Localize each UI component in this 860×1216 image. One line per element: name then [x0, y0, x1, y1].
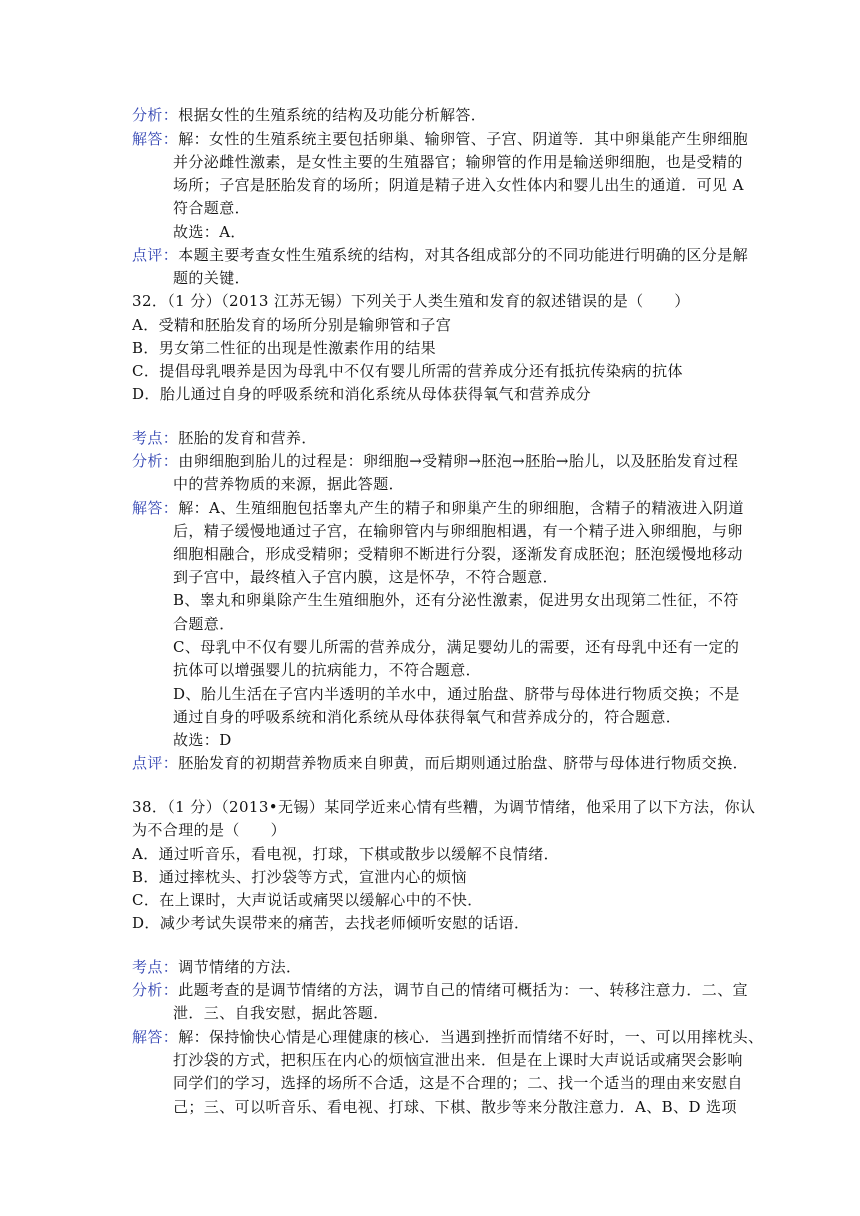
comment-text: 本题主要考查女性生殖系统的结构，对其各组成部分的不同功能进行明确的区分是解	[178, 246, 749, 264]
solution-text: 并分泌雌性激素，是女性主要的生殖器官；输卵管的作用是输送卵细胞，也是受精的	[173, 153, 743, 171]
topic-label: 考点：	[132, 429, 179, 447]
analysis-line	[132, 978, 748, 1002]
topic-line	[132, 955, 301, 979]
solution-text: 抗体可以增强婴儿的抗病能力，不符合题意．	[173, 661, 482, 679]
analysis-label: 分析：	[132, 106, 179, 124]
topic-label: 考点：	[132, 958, 179, 976]
question-stem-cont: 为不合理的是（ ）	[132, 821, 287, 839]
analysis-text: 中的营养物质的来源，据此答题．	[173, 475, 405, 493]
comment-line	[132, 751, 748, 775]
comment-line	[132, 243, 748, 267]
comment-text: 题的关键．	[173, 269, 251, 287]
answer-choice-text: 故选：A．	[173, 223, 246, 241]
solution-text: B、睾丸和卵巢除产生生殖细胞外，还有分泌性激素，促进男女出现第二性征，不符	[173, 591, 739, 609]
analysis-line	[132, 103, 486, 127]
option-a: A．受精和胚胎发育的场所分别是输卵管和子宫	[132, 316, 452, 334]
solution-text: C、母乳中不仅有婴儿所需的营养成分，满足婴幼儿的需要，还有母乳中还有一定的	[173, 638, 740, 656]
analysis-text: 由卵细胞到胎儿的过程是：卵细胞→受精卵→胚泡→胚胎→胎儿，以及胚胎发育过程	[178, 452, 739, 470]
option-b: B．男女第二性征的出现是性激素作用的结果	[132, 339, 437, 357]
solution-text: 解：保持愉快心情是心理健康的核心．当遇到挫折而情绪不好时，一、可以用摔枕头、	[178, 1028, 764, 1046]
answer-choice-text: 故选：D	[173, 731, 232, 749]
option-c: C．提倡母乳喂养是因为母乳中不仅有婴儿所需的营养成分还有抵抗传染病的抗体	[132, 362, 683, 380]
question-stem: 32．（1 分）（2013 江苏无锡）下列关于人类生殖和发育的叙述错误的是（ ）	[132, 292, 690, 310]
solution-text: 同学们的学习，选择的场所不合适，这是不合理的；二、找一个适当的理由来安慰自	[173, 1074, 743, 1092]
solution-label: 解答：	[132, 499, 179, 517]
solution-text: 后，精子缓慢地通过子宫，在输卵管内与卵细胞相遇，有一个精子进入卵细胞，与卵	[173, 522, 743, 540]
solution-label: 解答：	[132, 130, 179, 148]
question-stem: 38．（1 分）（2013•无锡）某同学近来心情有些糟，为调节情绪，他采用了以下方法，你认	[132, 798, 756, 816]
analysis-label: 分析：	[132, 981, 179, 999]
solution-line	[132, 127, 748, 151]
topic-text: 调节情绪的方法．	[178, 958, 302, 976]
solution-text: 到子宫中，最终植入子宫内膜，这是怀孕，不符合题意．	[173, 568, 559, 586]
solution-text: D、胎儿生活在子宫内半透明的羊水中，通过胎盘、脐带与母体进行物质交换；不是	[173, 685, 740, 703]
comment-text: 胚胎发育的初期营养物质来自卵黄，而后期则通过胎盘、脐带与母体进行物质交换．	[178, 754, 749, 772]
analysis-text: 泄．三、自我安慰，据此答题．	[173, 1004, 389, 1022]
solution-line	[132, 496, 744, 520]
analysis-text: 根据女性的生殖系统的结构及功能分析解答．	[178, 106, 487, 124]
analysis-line	[132, 449, 738, 473]
solution-text: 场所；子宫是胚胎发育的场所；阴道是精子进入女性体内和婴儿出生的通道．可见 A	[173, 176, 744, 194]
solution-text: 合题意．	[173, 615, 235, 633]
solution-text: 打沙袋的方式，把积压在内心的烦恼宣泄出来．但是在上课时大声说话或痛哭会影响	[173, 1051, 743, 1069]
option-a: A．通过听音乐，看电视，打球，下棋或散步以缓解不良情绪．	[132, 845, 560, 863]
solution-text: 细胞相融合，形成受精卵；受精卵不断进行分裂，逐渐发育成胚泡；胚泡缓慢地移动	[173, 545, 743, 563]
comment-label: 点评：	[132, 246, 179, 264]
option-b: B．通过摔枕头、打沙袋等方式，宣泄内心的烦恼	[132, 868, 467, 886]
solution-line	[132, 1025, 763, 1049]
topic-text: 胚胎的发育和营养．	[178, 429, 317, 447]
option-d: D．减少考试失误带来的痛苦，去找老师倾听安慰的话语．	[132, 914, 530, 932]
solution-text: 符合题意．	[173, 199, 251, 217]
comment-label: 点评：	[132, 754, 179, 772]
topic-line	[132, 426, 317, 450]
analysis-label: 分析：	[132, 452, 179, 470]
analysis-text: 此题考查的是调节情绪的方法，调节自己的情绪可概括为：一、转移注意力．二、宣	[178, 981, 749, 999]
option-d: D．胎儿通过自身的呼吸系统和消化系统从母体获得氧气和营养成分	[132, 385, 592, 403]
solution-text: 己；三、可以听音乐、看电视、打球、下棋、散步等来分散注意力．A、B、D 选项	[173, 1098, 737, 1116]
solution-label: 解答：	[132, 1028, 179, 1046]
option-c: C．在上课时，大声说话或痛哭以缓解心中的不快．	[132, 891, 483, 909]
solution-text: 解：女性的生殖系统主要包括卵巢、输卵管、子宫、阴道等．其中卵巢能产生卵细胞	[178, 130, 749, 148]
solution-text: 解：A、生殖细胞包括睾丸产生的精子和卵巢产生的卵细胞，含精子的精液进入阴道	[178, 499, 744, 517]
solution-text: 通过自身的呼吸系统和消化系统从母体获得氧气和营养成分的，符合题意．	[173, 708, 682, 726]
